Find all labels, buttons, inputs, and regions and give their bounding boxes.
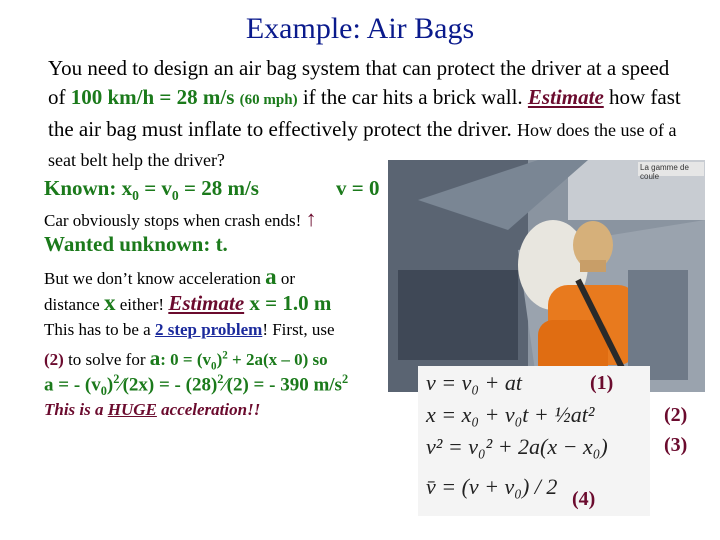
stops-line bbox=[44, 206, 317, 232]
up-arrow-icon: ↑ bbox=[305, 206, 317, 231]
final-velocity: v = 0 bbox=[336, 176, 380, 200]
equation-4: v̄ = (v + v₀) / 2 bbox=[426, 474, 558, 499]
known-eq2: = 28 m/s bbox=[178, 176, 259, 200]
huge-line bbox=[44, 400, 260, 420]
intro-text-1: You need to design an air bag system that can protect the driver at a speed of bbox=[48, 56, 670, 109]
aeq-1: a = - (v bbox=[44, 374, 101, 396]
problem-statement bbox=[48, 54, 688, 175]
solve-eq-ref: (2) bbox=[44, 350, 64, 369]
known-label: Known: x bbox=[44, 176, 133, 200]
solve-eq-5: + 2a(x – 0) so bbox=[227, 350, 328, 369]
huge-word: HUGE bbox=[107, 400, 157, 419]
huge-text: This is a bbox=[44, 400, 108, 419]
intro-text-3: how fast the air bag must inflate to effectively protect the driver. bbox=[48, 85, 681, 141]
accel-equation bbox=[44, 372, 348, 399]
equation-label-1: (1) bbox=[590, 372, 614, 394]
photo-banner: La gamme de coule bbox=[640, 163, 689, 181]
speed-mph: (60 mph) bbox=[239, 92, 298, 108]
step-text: This has to be a bbox=[44, 320, 155, 339]
equation-label-2: (2) bbox=[664, 404, 688, 426]
aeq-3: ) bbox=[106, 374, 114, 396]
aeq-5: ⁄(2x) = - (28) bbox=[119, 374, 218, 396]
solve-eq-1: : 0 = (v bbox=[160, 350, 212, 369]
solve-line bbox=[44, 346, 328, 372]
wanted-line: Wanted unknown: t. bbox=[44, 232, 228, 256]
step-problem: 2 step problem bbox=[154, 320, 263, 339]
solve-eq-3: ) bbox=[216, 350, 223, 369]
equation-1: v = v₀ + at bbox=[426, 370, 522, 395]
distance-symbol: x bbox=[103, 290, 116, 315]
solve-eq-4: 2 bbox=[222, 349, 228, 362]
slide-title: Example: Air Bags bbox=[245, 12, 475, 45]
distance-either: either! bbox=[115, 295, 169, 314]
huge-end: acceleration!! bbox=[156, 400, 261, 419]
aeq-4: 2 bbox=[113, 372, 120, 386]
distance-line bbox=[44, 290, 331, 316]
estimate-word-2: Estimate bbox=[168, 291, 245, 315]
equation-2: x = x₀ + v₀t + ½at² bbox=[426, 402, 595, 427]
step-first: ! First, use bbox=[262, 320, 335, 339]
known-sub: 0 bbox=[132, 188, 139, 204]
accel-symbol: a bbox=[265, 264, 277, 289]
crash-test-illustration bbox=[388, 160, 705, 392]
estimate-word: Estimate bbox=[527, 85, 604, 109]
kinematics-equations bbox=[418, 366, 650, 516]
speed-value: 100 km/h = 28 m/s bbox=[70, 85, 235, 109]
equation-label-3: (3) bbox=[664, 434, 688, 456]
aeq-6: 2 bbox=[217, 372, 224, 386]
equation-3: v² = v₀² + 2a(x − x₀) bbox=[426, 434, 608, 459]
known-eq1: = v bbox=[138, 176, 172, 200]
but-line bbox=[44, 264, 295, 290]
equation-label-4: (4) bbox=[572, 488, 596, 510]
crash-test-photo bbox=[388, 160, 705, 392]
aeq-7: ⁄(2) = - 390 m/s bbox=[223, 374, 342, 396]
known-sub2: 0 bbox=[171, 188, 179, 204]
stops-text: Car obviously stops when crash ends! bbox=[44, 211, 302, 230]
distance-text: distance bbox=[44, 295, 104, 314]
known-line bbox=[44, 176, 259, 204]
estimate-value: x = 1.0 m bbox=[244, 291, 332, 315]
intro-text-2: if the car hits a brick wall. bbox=[297, 85, 528, 109]
solve-eq-2: 0 bbox=[211, 360, 217, 373]
solve-text: to solve for bbox=[63, 350, 150, 369]
but-or: or bbox=[276, 269, 296, 288]
aeq-8: 2 bbox=[341, 372, 349, 386]
intro-question: How does the use of a seat belt help the driver? bbox=[48, 120, 677, 170]
step-line bbox=[44, 320, 335, 340]
aeq-2: 0 bbox=[100, 384, 107, 399]
solve-symbol: a bbox=[149, 346, 161, 370]
but-text: But we don’t know acceleration bbox=[44, 269, 266, 288]
